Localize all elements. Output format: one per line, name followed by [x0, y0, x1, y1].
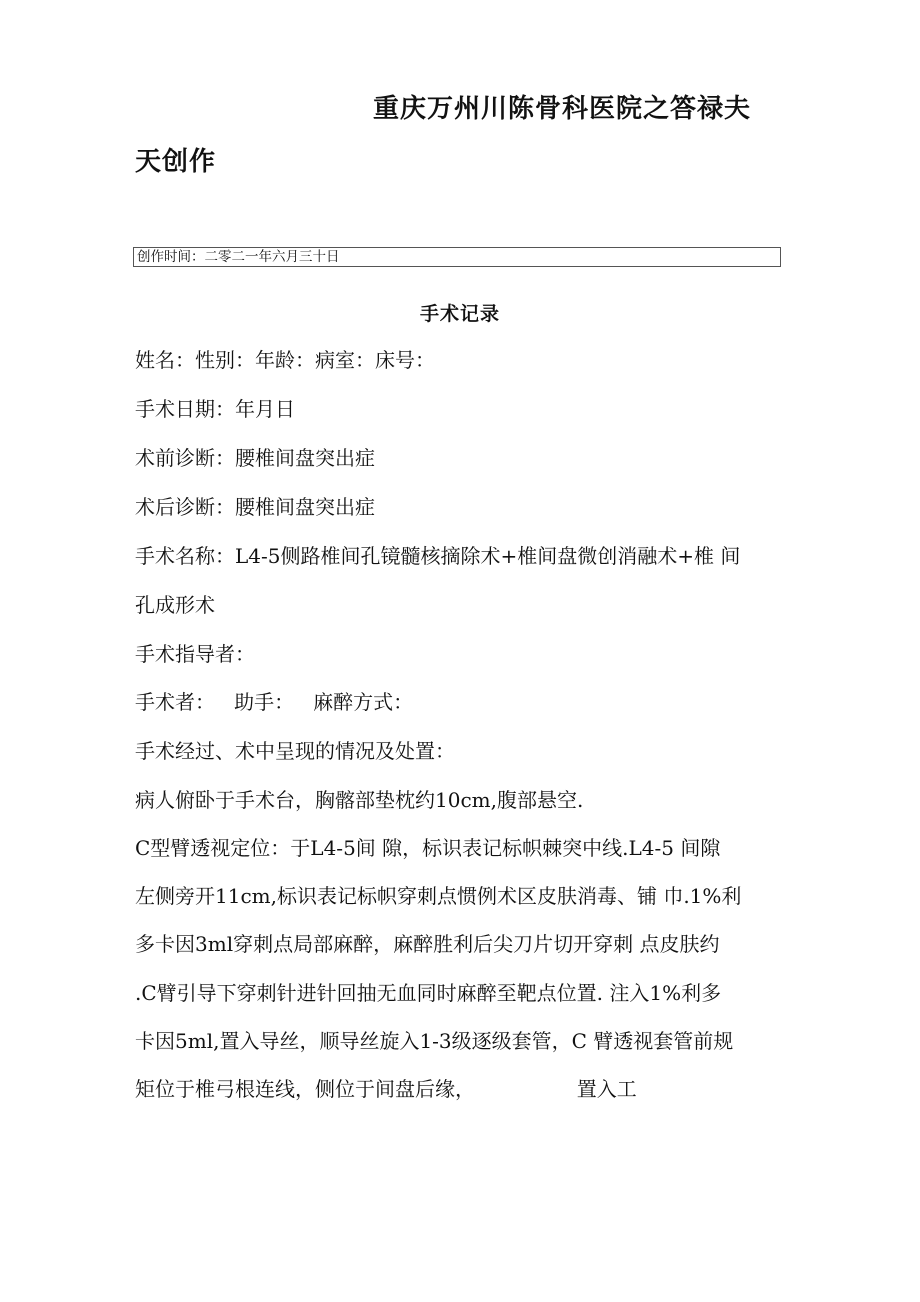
text-line-surgery-name-cont: 孔成形术 [135, 593, 215, 617]
text-line-surgeon-assistant-anesthesia: 手术者： 助手： 麻醉方式： [135, 690, 414, 714]
text-line-preop-diagnosis: 术前诊断：腰椎间盘突出症 [135, 446, 375, 470]
text-line-patient-info: 姓名：性别：年龄：病室：床号： [135, 348, 435, 372]
text-line-procedure-6: 卡因5ml,置入导丝，顺导丝旋入1-3级逐级套管，C 臂透视套管前规 [135, 1029, 734, 1053]
text-line-supervisor: 手术指导者： [135, 642, 255, 666]
section-heading-surgery-record: 手术记录 [419, 303, 500, 325]
text-line-postop-diagnosis: 术后诊断：腰椎间盘突出症 [135, 495, 375, 519]
document-title-line-2: 天创作 [135, 147, 217, 177]
text-line-procedure-1: 病人俯卧于手术台，胸髂部垫枕约10cm,腹部悬空. [135, 788, 584, 812]
text-line-surgery-date: 手术日期：年月日 [135, 397, 295, 421]
creation-time-box: 创作时间：二零二一年六月三十日 [133, 247, 781, 267]
text-line-procedure-7: 矩位于椎弓根连线，侧位于间盘后缘， 置入工 [135, 1077, 637, 1101]
text-line-procedure-5: .C臂引导下穿刺针进针回抽无血同时麻醉至靶点位置. 注入1%利多 [135, 981, 722, 1005]
text-line-procedure-3: 左侧旁开11cm,标识表记标帜穿刺点惯例术区皮肤消毒、铺 巾.1%利 [135, 884, 742, 908]
text-line-procedure-4: 多卡因3ml穿刺点局部麻醉，麻醉胜利后尖刀片切开穿刺 点皮肤约 [135, 932, 720, 956]
text-line-procedure-heading: 手术经过、术中呈现的情况及处置： [135, 739, 455, 763]
text-line-surgery-name: 手术名称：L4-5侧路椎间孔镜髓核摘除术+椎间盘微创消融术+椎 间 [135, 544, 741, 568]
text-line-procedure-2: C型臂透视定位：于L4-5间 隙，标识表记标帜棘突中线.L4-5 间隙 [135, 836, 721, 860]
document-title-line-1: 重庆万州川陈骨科医院之答禄夫 [373, 94, 752, 124]
